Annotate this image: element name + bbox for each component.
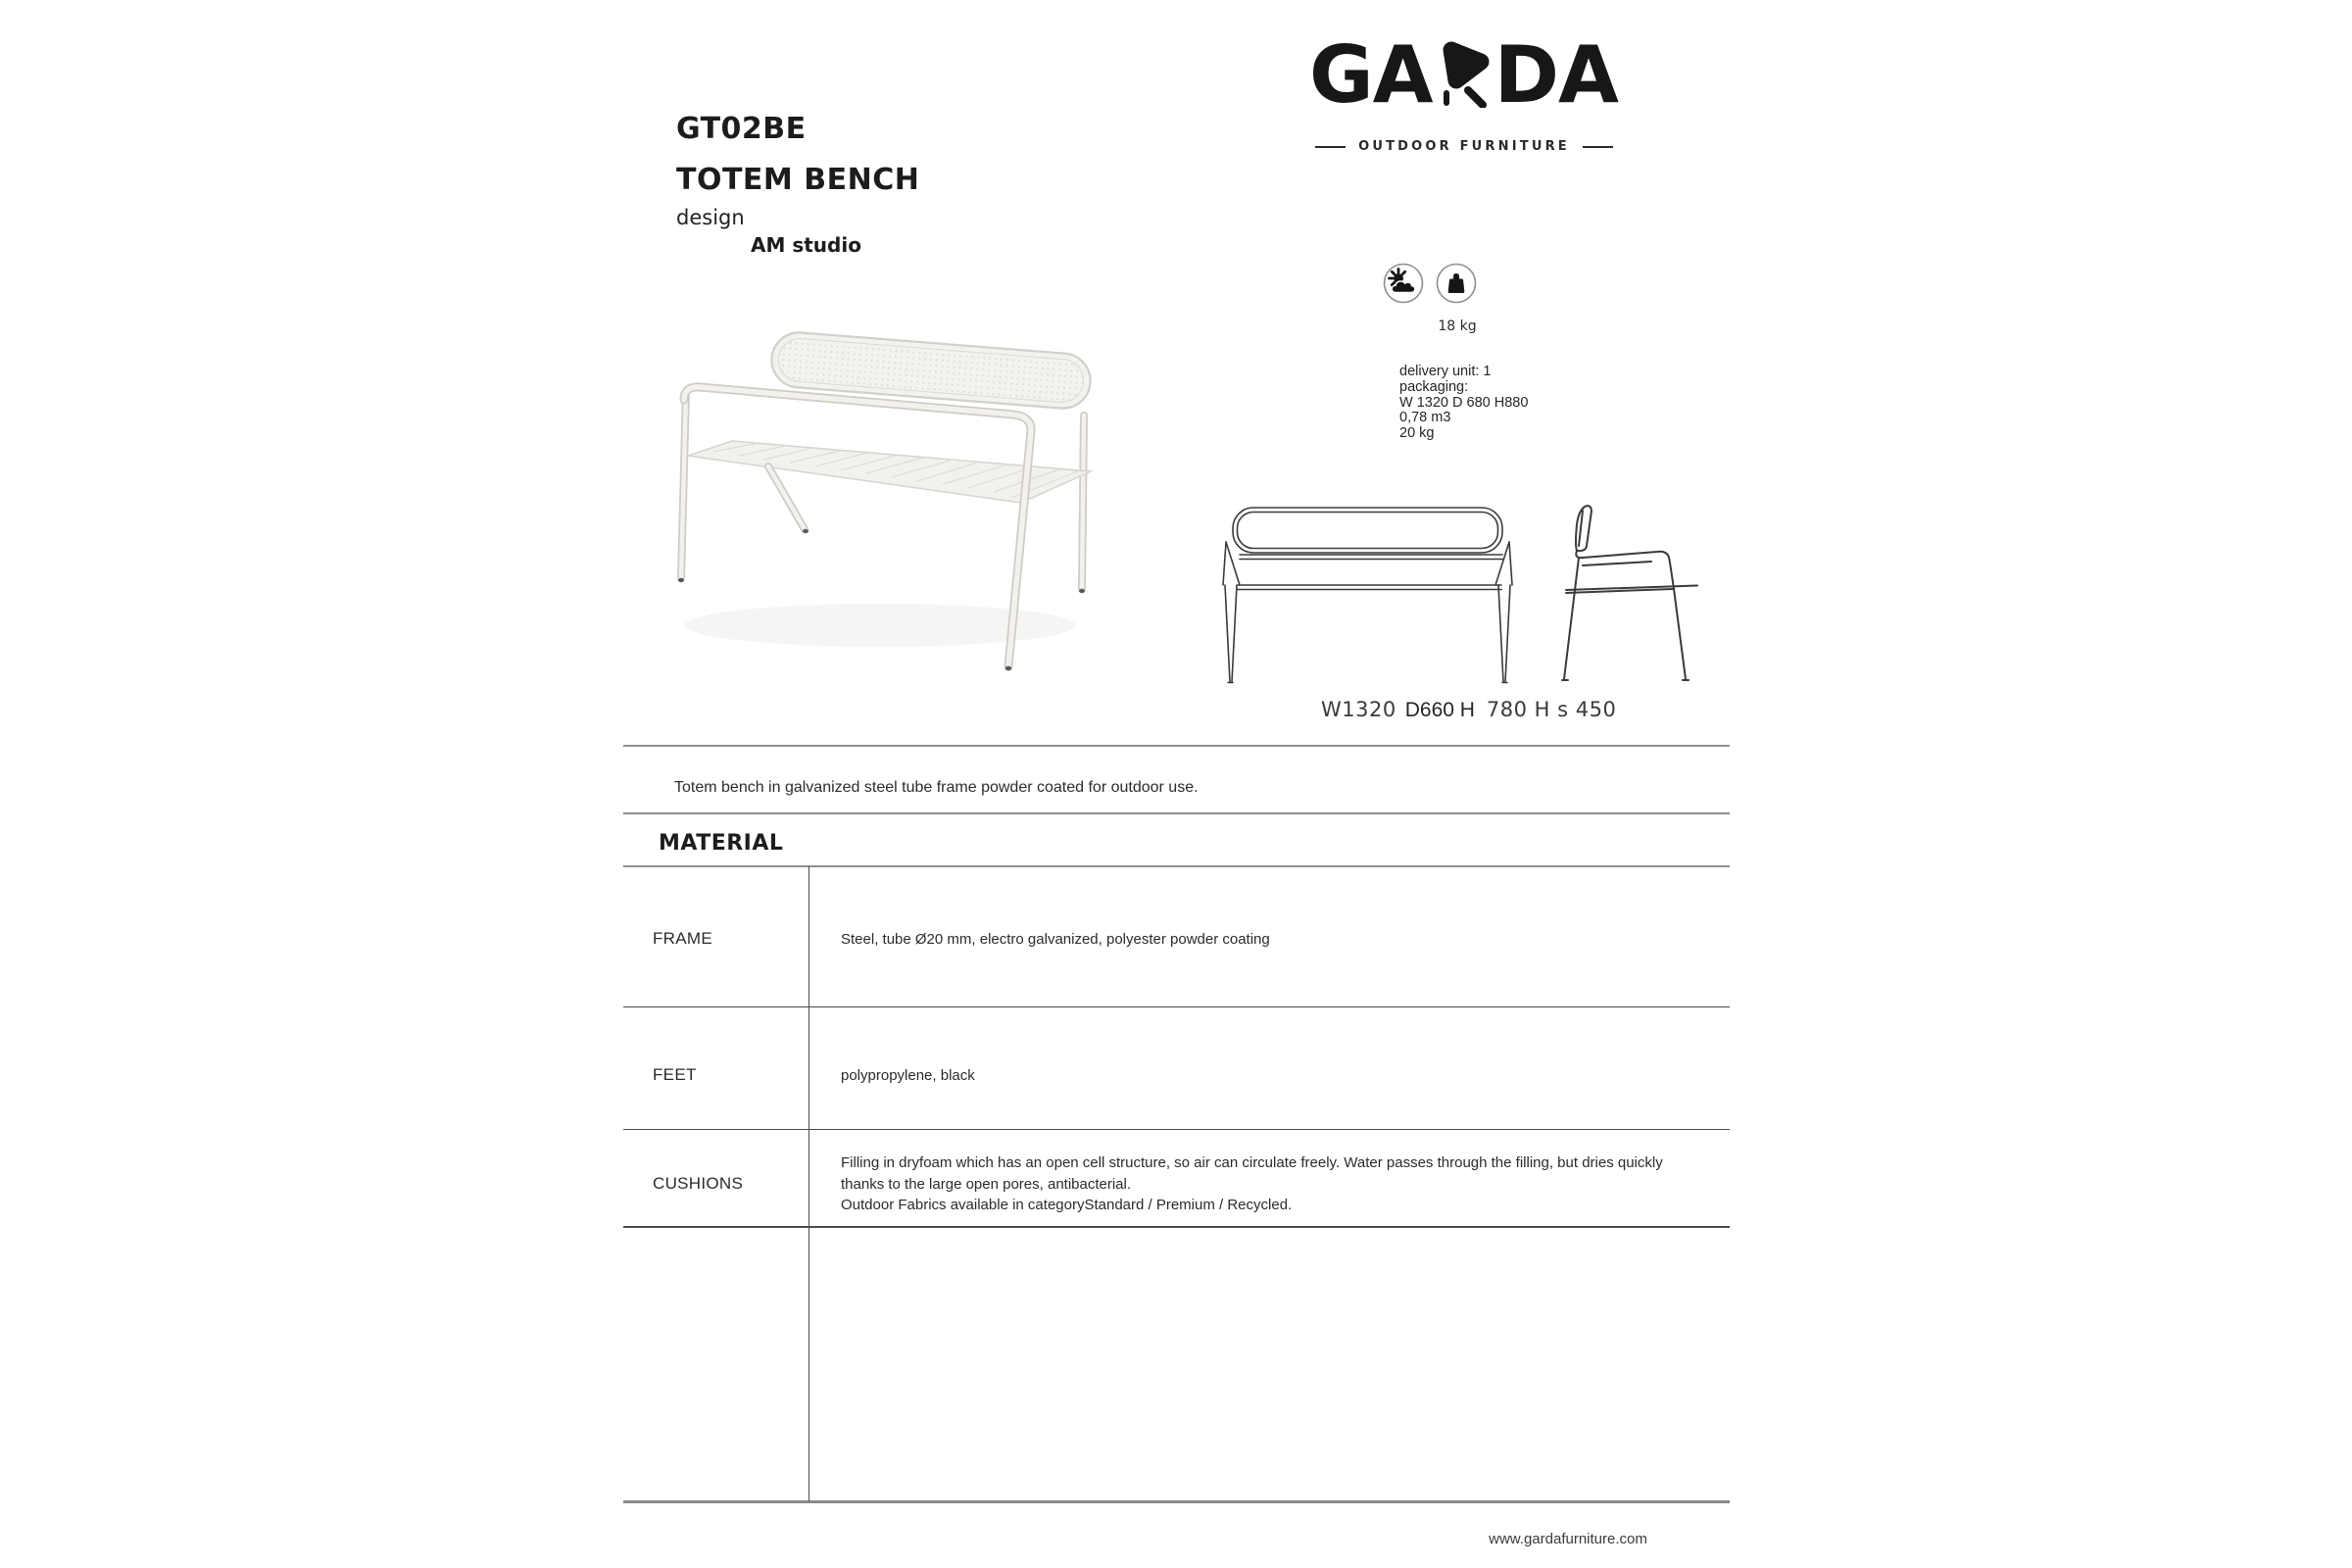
front-view-drawing [1223, 508, 1512, 683]
delivery-line: delivery unit: 1 [1399, 364, 1492, 379]
technical-drawings [1220, 495, 1700, 696]
row-divider-line [623, 1129, 1730, 1130]
design-label: design [676, 206, 745, 229]
weight-caption: 18 kg [1438, 318, 1477, 334]
tagline-dash-right [1583, 146, 1613, 148]
table-column-divider [808, 866, 809, 1501]
material-row-value-feet: polypropylene, black [841, 1067, 975, 1084]
weight-icon [1436, 263, 1477, 304]
side-view-drawing [1562, 506, 1697, 680]
material-row-value-frame: Steel, tube Ø20 mm, electro galvanized, polyester powder coating [841, 931, 1270, 948]
delivery-info [1399, 365, 1528, 442]
cushions-text: Filling in dryfoam which has an open cell structure, so air can circulate freely. Water passes through the filling, but dries quickly thanks to the large open pores, antibacterial. [841, 1154, 1663, 1193]
delivery-line: W 1320 D 680 H880 [1399, 394, 1529, 411]
dimension-width: W1320 [1321, 698, 1396, 721]
weather-resistant-icon [1383, 263, 1424, 304]
page-title: TOTEM BENCH [676, 163, 920, 197]
brand-logo [1309, 29, 1618, 121]
divider-line [623, 745, 1730, 747]
product-photo [674, 321, 1096, 679]
logo-text-right: DA [1494, 29, 1618, 121]
tagline-dash-left [1315, 146, 1346, 148]
material-row-label-feet: FEET [653, 1065, 697, 1084]
material-row-label-frame: FRAME [653, 929, 712, 948]
logo-pick-icon [1436, 33, 1492, 108]
divider-line [623, 865, 1730, 867]
website-link: www.gardafurniture.com [1489, 1531, 1647, 1547]
cushions-fabrics-text: Outdoor Fabrics available in categoryStandard / Premium / Recycled. [841, 1197, 1293, 1213]
divider-line [623, 812, 1730, 814]
dimension-depth: D660 H [1404, 699, 1475, 721]
product-description: Totem bench in galvanized steel tube frame powder coated for outdoor use. [674, 779, 1199, 796]
logo-text-left: GA [1309, 29, 1433, 121]
designer-name: AM studio [751, 233, 861, 257]
product-code: GT02BE [676, 112, 807, 146]
material-row-value-cushions [841, 1152, 1676, 1216]
row-divider-line [623, 1226, 1730, 1228]
tagline-text: OUTDOOR FURNITURE [1358, 139, 1570, 154]
dimension-height: 780 H s 450 [1486, 698, 1617, 721]
delivery-line: 0,78 m3 [1399, 410, 1451, 426]
bottom-rule [623, 1500, 1730, 1503]
brand-tagline [1311, 139, 1617, 154]
delivery-line: 20 kg [1399, 425, 1435, 442]
material-section-header: MATERIAL [659, 831, 784, 856]
delivery-line: packaging: [1399, 378, 1469, 395]
material-row-label-cushions: CUSHIONS [653, 1174, 744, 1193]
dimensions-line [1321, 698, 1616, 722]
row-divider-line [623, 1006, 1730, 1007]
